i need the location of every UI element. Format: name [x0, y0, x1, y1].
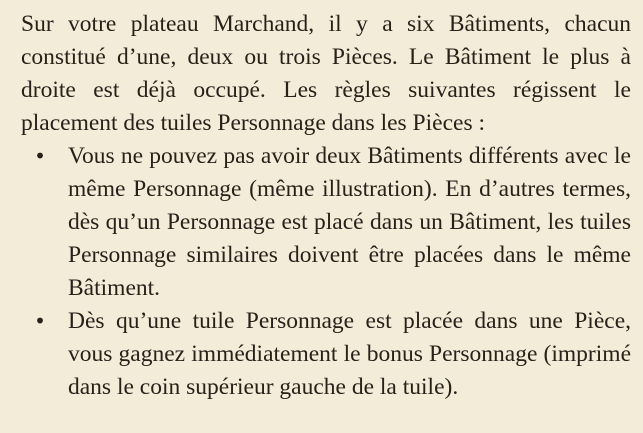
list-item: [21, 140, 631, 305]
bullet-icon: •: [34, 144, 46, 168]
list-item: [21, 305, 631, 404]
rules-list: [21, 140, 631, 404]
rule-text: Vous ne pouvez pas avoir deux Bâtiments différents avec le même Personnage (même illustration). En d’autres termes, dès qu’un Personnage est placé dans un Bâtiment, les tuiles Personnage similaires doivent être placées dans le même Bâtiment.: [68, 143, 631, 301]
intro-paragraph: Sur votre plateau Marchand, il y a six Bâtiments, chacun constitué d’une, deux ou trois Pièces. Le Bâtiment le plus à droite est déjà occupé. Les règles suivantes régissent le placement des tuiles Personnage dans les Pièces :: [21, 11, 631, 136]
bullet-icon: •: [34, 309, 46, 333]
rule-text: Dès qu’une tuile Personnage est placée dans une Pièce, vous gagnez immédiatement le bonus Personnage (imprimé dans le coin supérieur gauche de la tuile).: [68, 308, 631, 400]
